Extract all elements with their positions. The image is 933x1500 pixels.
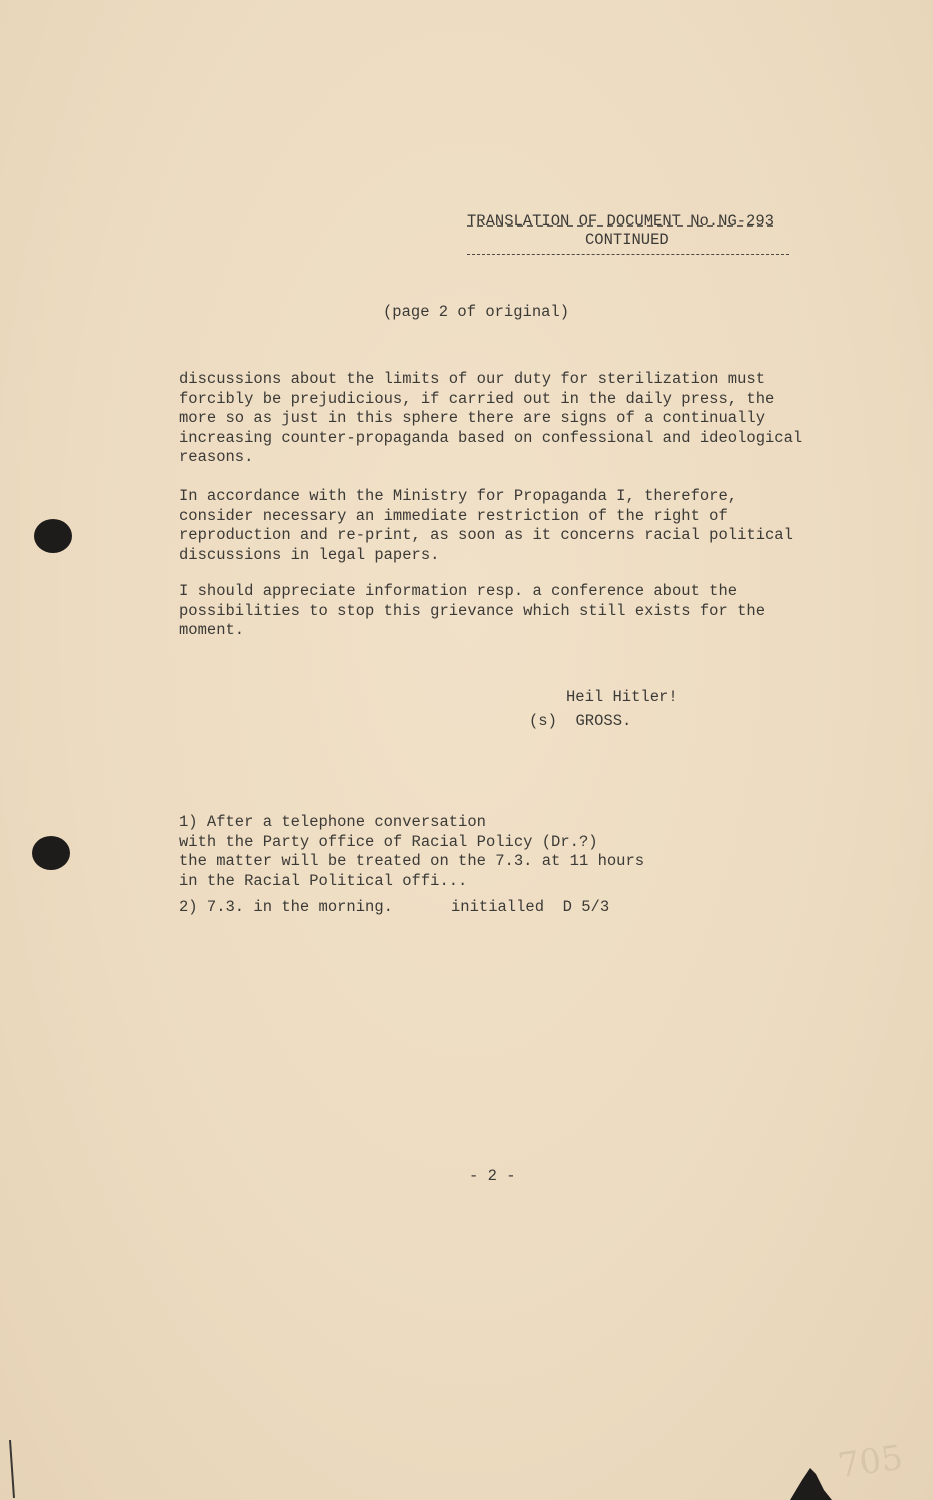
paragraph-3: I should appreciate information resp. a conference about the possibilities to stop this grievance which still exists for the moment. [179,582,765,639]
closing-salutation: Heil Hitler! [566,688,678,706]
page-reference: (page 2 of original) [383,303,570,321]
header-title: TRANSLATION OF DOCUMENT No.NG-293 [467,212,774,230]
punch-hole-top [34,519,72,553]
note-1: 1) After a telephone conversation with the Party office of Racial Policy (Dr.?) the matter will be treated on the 7.3. at 11 hours in the Racial Political offi... [179,813,645,890]
paragraph-2: In accordance with the Ministry for Propaganda I, therefore, consider necessary an immediate restriction of the right of reproduction and re-print, as soon as it concerns racial political discussions in legal papers. [179,487,793,564]
margin-pencil-mark: 705 [835,1437,906,1487]
corner-tear-mark [780,1460,840,1500]
note-2: 2) 7.3. in the morning. [179,898,393,916]
signature-line: (s) GROSS. [529,712,632,730]
initialled-mark: initialled D 5/3 [451,898,610,916]
page-number: - 2 - [469,1167,516,1185]
header-subtitle: CONTINUED [467,231,789,255]
paragraph-1: discussions about the limits of our duty for sterilization must forcibly be prejudicious, if carried out in the daily press, the more so as just in this sphere there are signs of a continually increasing counter-propaganda based on confessional and ideological reasons. [179,370,803,466]
document-header [467,212,789,255]
punch-hole-bottom [32,836,70,870]
left-edge-mark [8,1440,20,1500]
